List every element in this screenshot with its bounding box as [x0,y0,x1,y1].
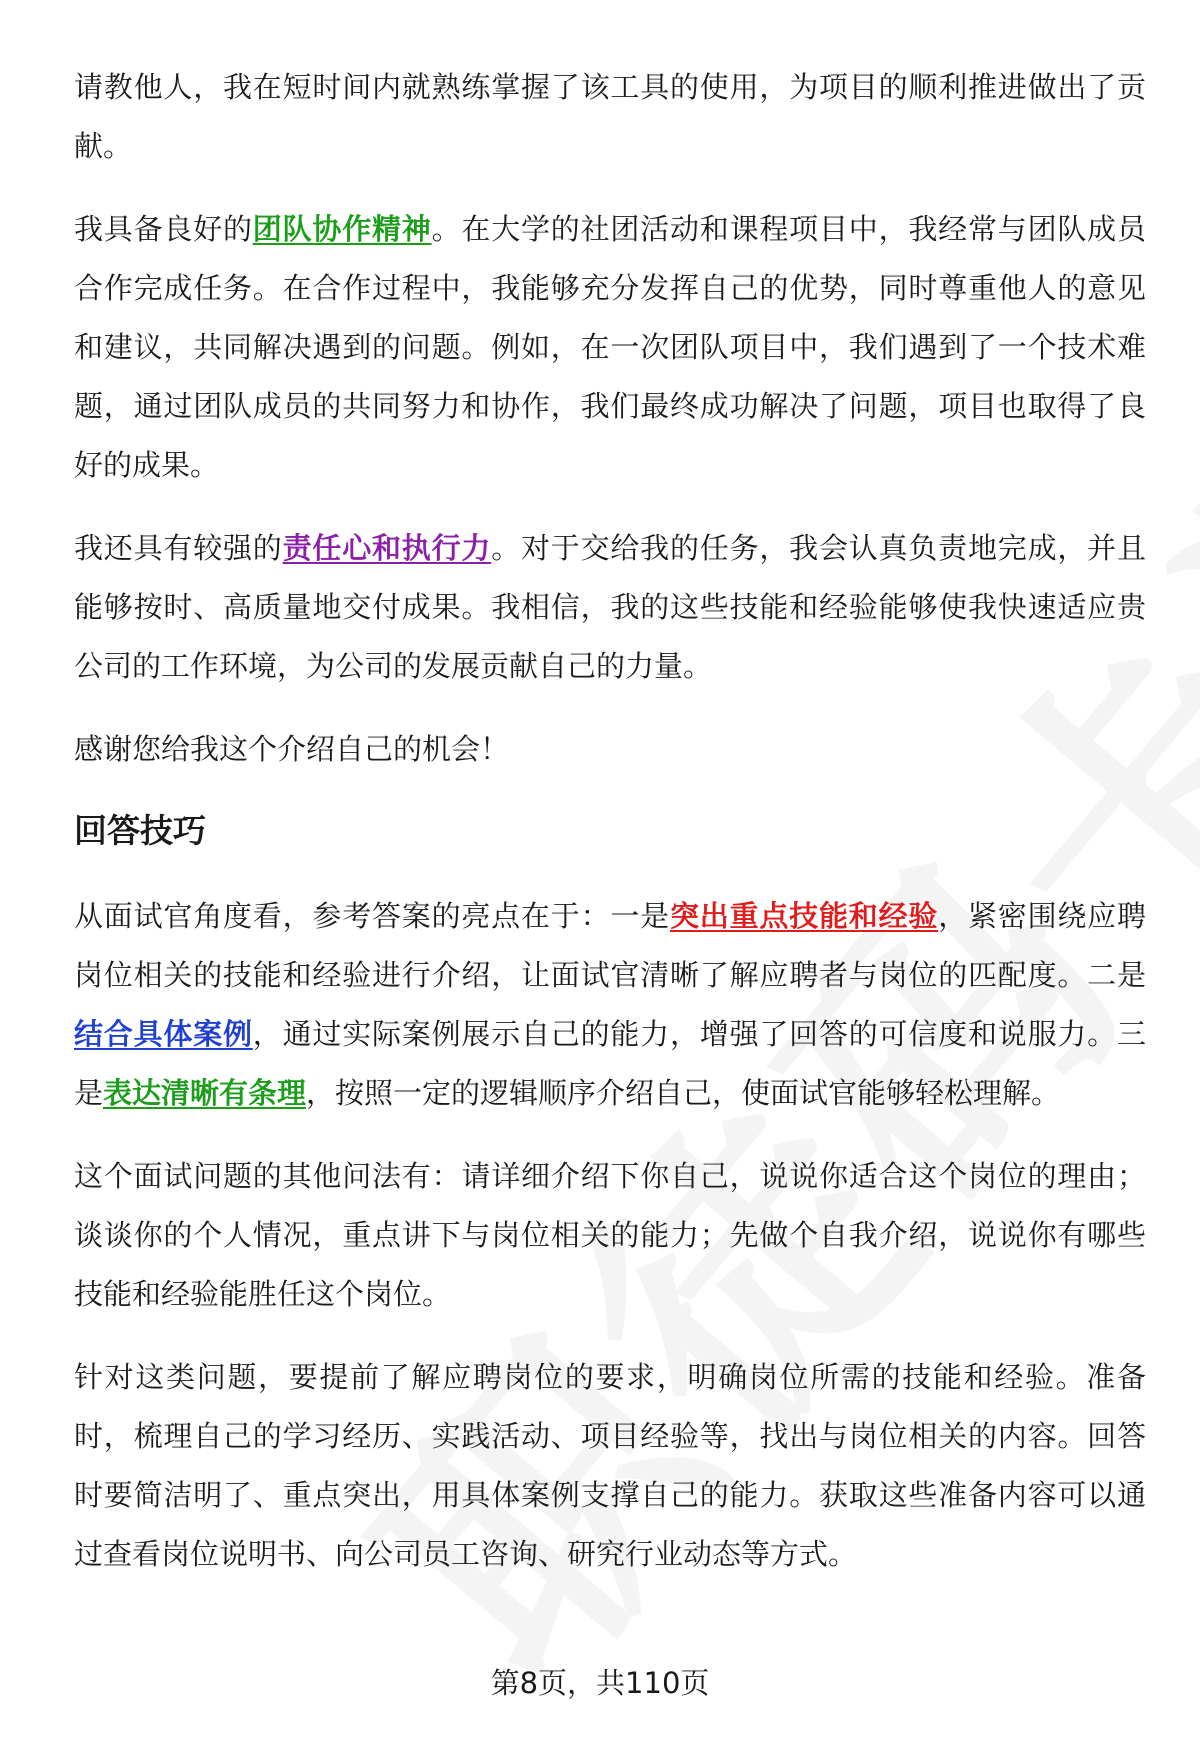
text-segment: 从面试官角度看，参考答案的亮点在于：一是 [74,899,670,933]
paragraph [74,200,1146,495]
text-segment: 感谢您给我这个介绍自己的机会！ [74,732,510,766]
paragraph [74,887,1146,1123]
section-title: 回答技巧 [74,811,206,850]
text-segment: ，紧密围绕应聘岗位相关的技能和经验进行介绍，让面试官清晰了解应聘者与岗位的匹配度。二是 [74,899,1146,992]
text-segment: 。在大学的社团活动和课程项目中，我经常与团队成员合作完成任务。在合作过程中，我能够充分发挥自己的优势，同时尊重他人的意见和建议，共同解决遇到的问题。例如，在一次团队项目中，我们遇到了一个技术难题，通过团队成员的共同努力和协作，我们最终成功解决了问题，项目也取得了良好的成果。 [74,212,1146,482]
page-number: 第8页，共110页 [490,1666,710,1700]
text-segment: ，按照一定的逻辑顺序介绍自己，使面试官能够轻松理解。 [306,1076,1061,1110]
text-segment: ，通过实际案例展示自己的能力，增强了回答的可信度和说服力。三是 [74,1017,1146,1110]
paragraph [74,519,1146,696]
highlight-concrete-cases: 结合具体案例 [74,1017,253,1051]
text-segment: 我具备良好的 [74,212,253,246]
paragraph [74,720,1146,779]
text-segment: 这个面试问题的其他问法有：请详细介绍下你自己，说说你适合这个岗位的理由；谈谈你的个人情况，重点讲下与岗位相关的能力；先做个自我介绍，说说你有哪些技能和经验能胜任这个岗位。 [74,1159,1146,1311]
highlight-responsibility: 责任心和执行力 [282,531,492,565]
highlight-teamwork: 团队协作精神 [252,212,432,246]
paragraph [74,1348,1146,1584]
text-segment: 。对于交给我的任务，我会认真负责地完成，并且能够按时、高质量地交付成果。我相信，我的这些技能和经验能够使我快速适应贵公司的工作环境，为公司的发展贡献自己的力量。 [74,531,1146,683]
paragraph [74,58,1146,176]
text-segment: 针对这类问题，要提前了解应聘岗位的要求，明确岗位所需的技能和经验。准备时，梳理自己的学习经历、实践活动、项目经验等，找出与岗位相关的内容。回答时要简洁明了、重点突出，用具体案例支撑自己的能力。获取这些准备内容可以通过查看岗位说明书、向公司员工咨询、研究行业动态等方式。 [74,1360,1146,1571]
highlight-key-skills: 突出重点技能和经验 [669,899,939,933]
highlight-clear-expression: 表达清晰有条理 [103,1076,307,1110]
page-footer [0,1663,1200,1703]
text-segment: 我还具有较强的 [74,531,283,565]
document-page [74,58,1146,1608]
paragraph [74,1147,1146,1324]
text-segment: 请教他人，我在短时间内就熟练掌握了该工具的使用，为项目的顺利推进做出了贡献。 [74,70,1146,163]
